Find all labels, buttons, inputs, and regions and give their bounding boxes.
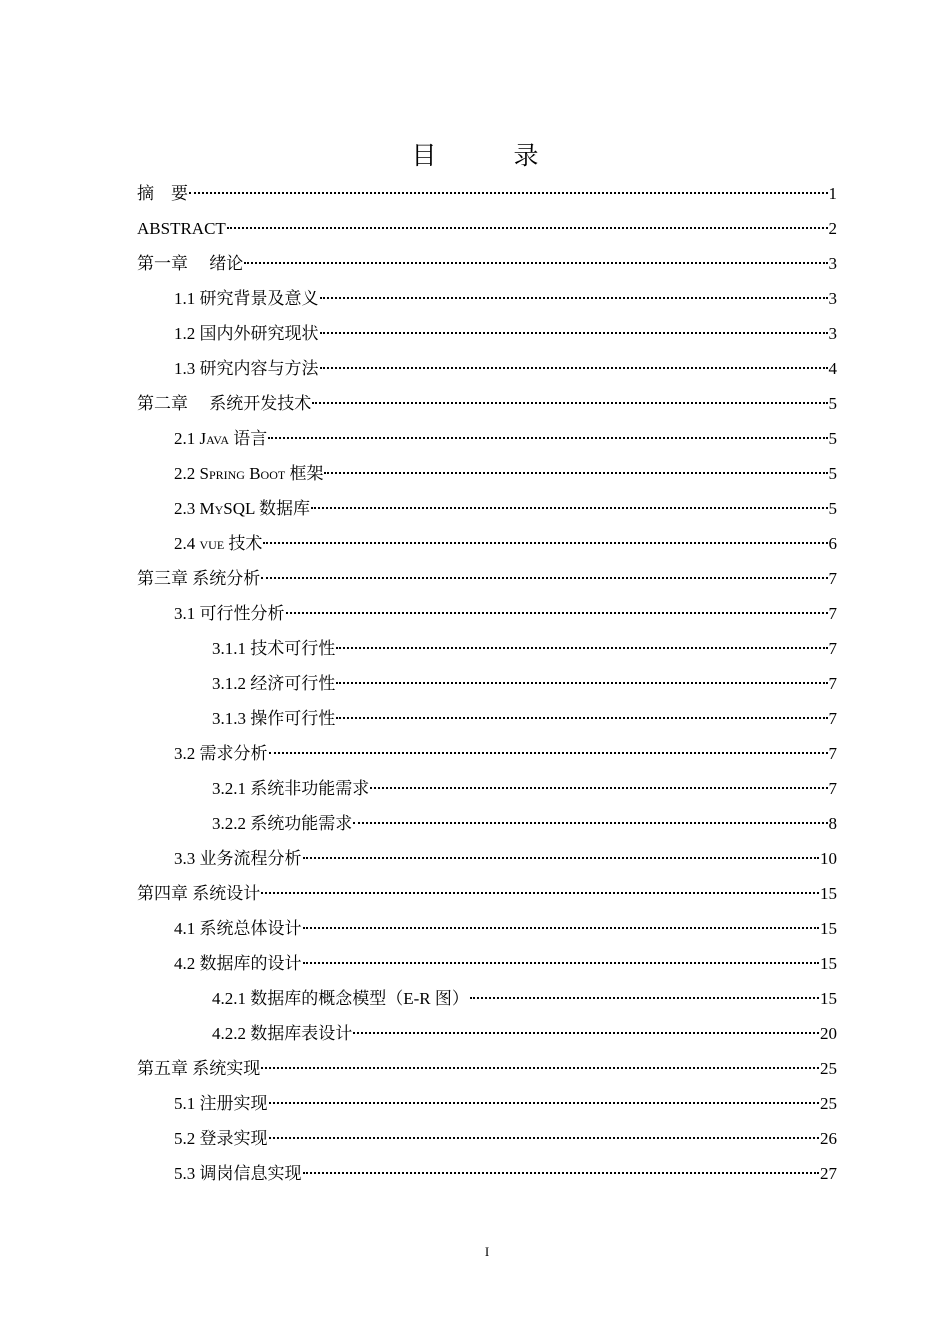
toc-entry[interactable] (137, 1086, 837, 1121)
toc-dot-leader (303, 926, 820, 929)
toc-entry-label: 4.2.2 数据库表设计 (212, 1024, 353, 1043)
toc-entry-label: ABSTRACT (137, 219, 226, 238)
toc-dot-leader (286, 611, 828, 614)
toc-entry-page: 15 (820, 954, 837, 973)
toc-dot-leader (261, 576, 827, 579)
toc-entry[interactable] (137, 211, 837, 246)
toc-entry-label: 2.3 MySQL 数据库 (174, 499, 311, 518)
toc-entry[interactable] (137, 421, 837, 456)
toc-dot-leader (320, 366, 828, 369)
toc-entry-page: 5 (828, 464, 837, 483)
toc-dot-leader (263, 541, 827, 544)
toc-entry-label: 1.1 研究背景及意义 (174, 289, 319, 308)
toc-entry-page: 6 (828, 534, 837, 553)
toc-dot-leader (311, 506, 827, 509)
toc-entry-label: 5.3 调岗信息实现 (174, 1164, 302, 1183)
toc-entry-label: 5.2 登录实现 (174, 1129, 268, 1148)
toc-entry-page: 1 (828, 184, 837, 203)
toc-entry[interactable] (137, 596, 837, 631)
toc-entry[interactable] (137, 351, 837, 386)
toc-entry-label: 摘 要 (137, 184, 188, 203)
toc-entry[interactable] (137, 771, 837, 806)
toc-dot-leader (312, 401, 827, 404)
toc-entry-label: 3.3 业务流程分析 (174, 849, 302, 868)
toc-entry[interactable] (137, 281, 837, 316)
toc-entry-label: 3.1.3 操作可行性 (212, 709, 336, 728)
toc-entry[interactable] (137, 841, 837, 876)
toc-dot-leader (336, 716, 827, 719)
toc-dot-leader (269, 1101, 820, 1104)
toc-entry-page: 4 (828, 359, 837, 378)
toc-entry[interactable] (137, 1156, 837, 1191)
toc-dot-leader (336, 646, 827, 649)
toc-entry-page: 10 (820, 849, 837, 868)
toc-dot-leader (353, 1031, 819, 1034)
toc-entry-page: 25 (820, 1094, 837, 1113)
toc-entry[interactable] (137, 911, 837, 946)
toc-entry[interactable] (137, 316, 837, 351)
toc-entry-page: 7 (828, 744, 837, 763)
toc-entry[interactable] (137, 246, 837, 281)
toc-entry[interactable] (137, 386, 837, 421)
toc-entry-page: 25 (820, 1059, 837, 1078)
toc-entry-label: 3.2.2 系统功能需求 (212, 814, 353, 833)
toc-dot-leader (303, 856, 820, 859)
toc-entry-label: 5.1 注册实现 (174, 1094, 268, 1113)
toc-entry-label: 3.2.1 系统非功能需求 (212, 779, 370, 798)
toc-dot-leader (261, 891, 819, 894)
toc-entry-label: 1.2 国内外研究现状 (174, 324, 319, 343)
toc-entry[interactable] (137, 981, 837, 1016)
toc-entry[interactable] (137, 1016, 837, 1051)
toc-entry-label: 第二章 系统开发技术 (137, 394, 312, 413)
toc-dot-leader (268, 436, 827, 439)
toc-entry[interactable] (137, 561, 837, 596)
toc-dot-leader (320, 331, 828, 334)
toc-entry[interactable] (137, 806, 837, 841)
toc-entry-page: 5 (828, 499, 837, 518)
toc-entry-page: 3 (828, 324, 837, 343)
toc-entry[interactable] (137, 491, 837, 526)
toc-entry-label: 3.1.2 经济可行性 (212, 674, 336, 693)
toc-entry[interactable] (137, 1121, 837, 1156)
toc-entry[interactable] (137, 176, 837, 211)
toc-entry-page: 27 (820, 1164, 837, 1183)
toc-dot-leader (303, 1171, 820, 1174)
toc-entry-label: 第三章 系统分析 (137, 569, 261, 588)
toc-entry-label: 第一章 绪论 (137, 254, 244, 273)
toc-entry-label: 2.1 Java 语言 (174, 429, 268, 448)
toc-dot-leader (227, 226, 828, 229)
toc-entry-page: 5 (828, 394, 837, 413)
toc-dot-leader (269, 751, 828, 754)
toc-dot-leader (320, 296, 828, 299)
toc-entry-page: 2 (828, 219, 837, 238)
toc-dot-leader (303, 961, 820, 964)
toc-entry-label: 4.1 系统总体设计 (174, 919, 302, 938)
toc-entry[interactable] (137, 1051, 837, 1086)
toc-entry-page: 26 (820, 1129, 837, 1148)
toc-entry-page: 15 (820, 989, 837, 1008)
toc-entry[interactable] (137, 736, 837, 771)
toc-entry-page: 7 (828, 674, 837, 693)
toc-entry-label: 3.1 可行性分析 (174, 604, 285, 623)
toc-entry-label: 1.3 研究内容与方法 (174, 359, 319, 378)
toc-entry-page: 7 (828, 604, 837, 623)
table-of-contents (137, 176, 837, 1191)
toc-entry[interactable] (137, 666, 837, 701)
toc-entry-label: 2.4 vue 技术 (174, 534, 263, 553)
toc-entry-page: 20 (820, 1024, 837, 1043)
toc-entry[interactable] (137, 456, 837, 491)
toc-entry-page: 15 (820, 884, 837, 903)
toc-entry-page: 5 (828, 429, 837, 448)
toc-entry[interactable] (137, 946, 837, 981)
toc-dot-leader (324, 471, 827, 474)
toc-entry-label: 第五章 系统实现 (137, 1059, 261, 1078)
toc-entry-page: 7 (828, 779, 837, 798)
toc-entry[interactable] (137, 631, 837, 666)
toc-dot-leader (189, 191, 828, 194)
toc-entry[interactable] (137, 876, 837, 911)
toc-entry-page: 7 (828, 709, 837, 728)
toc-entry[interactable] (137, 701, 837, 736)
toc-dot-leader (336, 681, 827, 684)
toc-entry-page: 7 (828, 569, 837, 588)
toc-dot-leader (370, 786, 827, 789)
toc-entry-label: 4.2 数据库的设计 (174, 954, 302, 973)
page-title: 目 录 (411, 141, 565, 170)
toc-dot-leader (261, 1066, 819, 1069)
toc-entry-page: 3 (828, 254, 837, 273)
page-number: I (484, 1244, 490, 1259)
toc-dot-leader (269, 1136, 820, 1139)
toc-dot-leader (353, 821, 827, 824)
toc-dot-leader (470, 996, 819, 999)
toc-entry-label: 3.1.1 技术可行性 (212, 639, 336, 658)
toc-entry-page: 7 (828, 639, 837, 658)
toc-entry-label: 3.2 需求分析 (174, 744, 268, 763)
toc-entry[interactable] (137, 526, 837, 561)
toc-entry-page: 3 (828, 289, 837, 308)
toc-entry-label: 第四章 系统设计 (137, 884, 261, 903)
toc-entry-label: 4.2.1 数据库的概念模型（E-R 图） (212, 989, 469, 1008)
toc-entry-page: 8 (828, 814, 837, 833)
toc-dot-leader (244, 261, 827, 264)
toc-entry-label: 2.2 Spring Boot 框架 (174, 464, 324, 483)
toc-entry-page: 15 (820, 919, 837, 938)
